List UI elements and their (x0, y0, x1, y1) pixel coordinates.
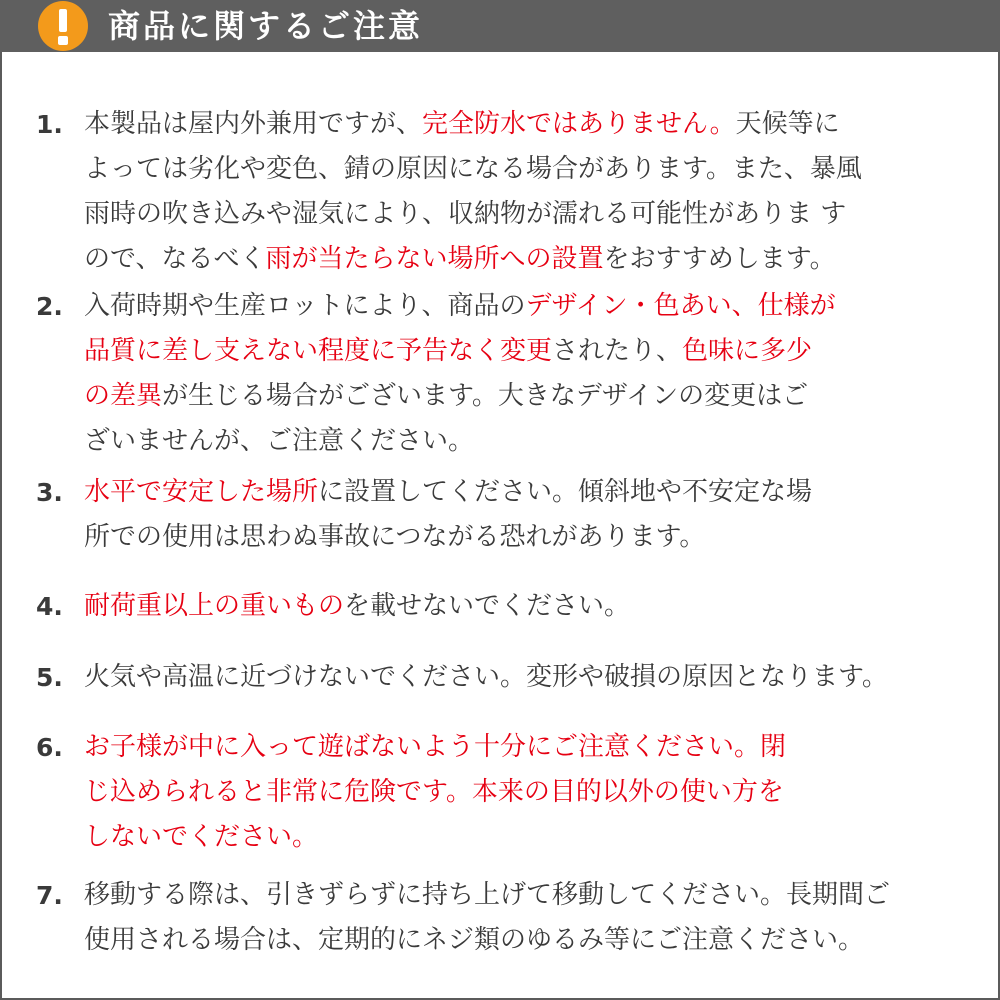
notice-line (84, 515, 954, 560)
notice-number: 3. (36, 478, 63, 507)
notice-text (84, 655, 954, 700)
highlight-text: 耐荷重以上の重いもの (84, 591, 345, 621)
notice-line (84, 725, 954, 770)
notice-number: 4. (36, 592, 63, 621)
notice-number: 2. (36, 292, 63, 321)
notice-line (84, 237, 954, 282)
body-text: 本製品は屋内外兼用ですが、 (84, 109, 423, 139)
notice-number: 1. (36, 110, 63, 139)
highlight-text: 品質に差し支えない程度に予告なく変更 (84, 336, 553, 366)
highlight-text: 水平で安定した場所 (84, 477, 319, 507)
exclamation-bar (59, 9, 67, 32)
exclamation-dot (58, 36, 68, 45)
notice-line (84, 770, 954, 815)
notice-line (84, 102, 954, 147)
highlight-text: デザイン・色あい、仕様が (525, 291, 836, 321)
notice-text (84, 584, 954, 629)
notice-line (84, 815, 954, 860)
notice-line (84, 584, 954, 629)
notice-text (84, 102, 954, 282)
highlight-text: じ込められると非常に危険です。本来の目的以外の使い方を (84, 777, 784, 807)
body-text: 天候等に (735, 109, 840, 139)
notice-text (84, 470, 954, 560)
highlight-text: 雨が当たらない場所への設置 (265, 244, 604, 274)
notice-line (84, 918, 954, 963)
header-bar (0, 0, 1000, 52)
notice-line (84, 873, 954, 918)
notice-line (84, 147, 954, 192)
notice-line (84, 284, 954, 329)
page-title: 商品に関するご注意 (108, 7, 424, 45)
notice-line (84, 192, 954, 237)
notice-number: 7. (36, 881, 63, 910)
body-text: 入荷時期や生産ロットにより、商品の (84, 291, 526, 321)
notice-text (84, 284, 954, 464)
notice-number: 5. (36, 663, 63, 692)
body-text: 移動する際は、引きずらずに持ち上げて移動してください。長期間ご (84, 880, 891, 910)
highlight-text: 完全防水ではありません。 (422, 109, 736, 139)
body-text: 雨時の吹き込みや湿気により、収納物が濡れる可能性がありま す (84, 199, 847, 229)
notice-line (84, 419, 954, 464)
body-text: ざいませんが、ご注意ください。 (84, 426, 475, 456)
body-text: を載せないでください。 (344, 591, 631, 621)
highlight-text: の差異 (84, 381, 163, 411)
highlight-text: お子様が中に入って遊ばないよう十分にご注意ください。閉 (84, 732, 787, 762)
body-text: 火気や高温に近づけないでください。変形や破損の原因となります。 (84, 662, 888, 692)
body-text: よっては劣化や変色、錆の原因になる場合があります。また、暴風 (84, 154, 862, 184)
notice-text (84, 725, 954, 860)
body-text: に設置してください。傾斜地や不安定な場 (318, 477, 813, 507)
notice-text (84, 873, 954, 963)
notice-number: 6. (36, 733, 63, 762)
body-text: ので、なるべく (84, 244, 266, 274)
highlight-text: 色味に多少 (682, 336, 813, 366)
notice-line (84, 329, 954, 374)
notice-line (84, 655, 954, 700)
body-text: をおすすめします。 (603, 244, 836, 274)
highlight-text: しないでください。 (84, 822, 319, 852)
notice-line (84, 374, 954, 419)
body-text: が生じる場合がございます。大きなデザインの変更はご (162, 381, 809, 411)
body-text: されたり、 (552, 336, 683, 366)
body-text: 所での使用は思わぬ事故につながる恐れがあります。 (84, 522, 706, 552)
notice-line (84, 470, 954, 515)
body-text: 使用される場合は、定期的にネジ類のゆるみ等にご注意ください。 (84, 925, 865, 955)
exclamation-icon (38, 1, 88, 51)
